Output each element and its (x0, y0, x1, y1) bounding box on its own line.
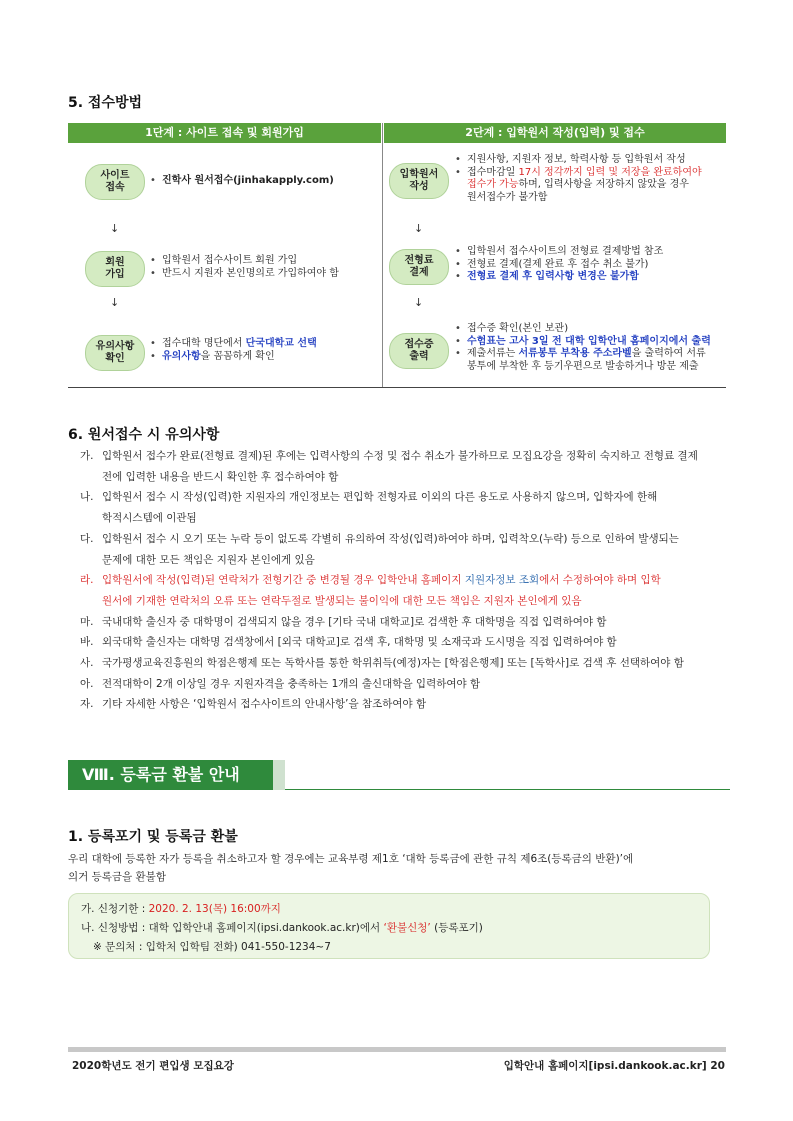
list-item: 다. 입학원서 접수 시 오기 또는 누락 등이 없도록 각별히 유의하여 작성(입력)하여야 하며, 입력착오(누락) 등으로 인하여 발생되는 문제에 대한 모든 책임은 지원자 본인에게 있음 (80, 532, 679, 566)
list-item: 바. 외국대학 출신자는 대학명 검색창에서 [외국 대학교]로 검색 후, 대학명 및 소재국과 도시명을 직접 입력하여야 함 (80, 636, 617, 649)
list-item: • 접수대학 명단에서 단국대학교 선택 (150, 338, 380, 351)
step-check-notes-list (150, 338, 380, 363)
footer-rule (68, 1047, 726, 1052)
process-table (68, 123, 726, 388)
step-member-join-list (150, 255, 375, 280)
step-check-notes: 유의사항 확인 (85, 335, 145, 371)
refund-paragraph: 우리 대학에 등록한 자가 등록을 취소하고자 할 경우에는 교육부령 제1호 ‘대학 등록금에 관한 규칙 제6조(등록금의 반환)’에 의거 등록금을 환불함 (68, 853, 634, 883)
list-item: • 진학사 원서접수(jinhakapply.com) (150, 175, 375, 188)
list-item: • 전형료 결제 후 입력사항 변경은 불가함 (455, 271, 725, 284)
notes-list (80, 446, 730, 715)
refund-info-box (68, 893, 710, 959)
step-site-access: 사이트 접속 (85, 164, 145, 200)
list-item: • 접수증 확인(본인 보관) (455, 323, 725, 336)
list-item: • 접수마감일 17시 정각까지 입력 및 저장을 완료하여야 접수가 가능하며, 입력사항을 저장하지 않았을 경우 원서접수가 불가함 (455, 167, 725, 205)
banner-accent (273, 760, 285, 790)
list-item: 나. 입학원서 접수 시 작성(입력)한 지원자의 개인정보는 편입학 전형자료 이외의 다른 용도로 사용하지 않으며, 입학자에 한해 학적시스템에 이관됨 (80, 491, 658, 525)
list-item: 라. 입학원서에 작성(입력)된 연락처가 전형기간 중 변경될 경우 입학안내 홈페이지 지원자정보 조회에서 수정하여야 하며 입학 원서에 기재한 연락처의 오류 또는 연락두절로 발생되는 불이익에 대한 모든 책임은 지원자 본인에게 있음 (80, 574, 661, 607)
section-5-title: 5. 접수방법 (68, 95, 143, 111)
step-pay-fee: 전형료 결제 (389, 249, 449, 285)
step-member-join: 회원 가입 (85, 251, 145, 287)
list-item: 가. 입학원서 접수가 완료(전형료 결제)된 후에는 입력사항의 수정 및 접수 취소가 불가하므로 모집요강을 정확히 숙지하고 전형료 결제 전에 입력한 내용을 반드시 확인한 후 접수하여야 함 (80, 450, 698, 483)
section-6-title: 6. 원서접수 시 유의사항 (68, 427, 220, 443)
step-site-access-list (150, 175, 375, 188)
down-arrow-icon: ↓ (110, 296, 120, 309)
step-print-receipt: 접수증 출력 (389, 333, 449, 369)
step-write-application: 입학원서 작성 (389, 163, 449, 199)
list-item: • 입학원서 접수사이트의 전형료 결제방법 참조 (455, 246, 725, 259)
stage1-header: 1단계 : 사이트 접속 및 회원가입 (68, 123, 381, 143)
banner-rule (285, 789, 730, 790)
list-item: • 전형료 결제(결제 완료 후 접수 취소 불가) (455, 259, 725, 272)
refund-contact: ※ 문의처 : 입학처 입학팀 전화) 041-550-1234~7 (93, 941, 331, 953)
list-item: • 반드시 지원자 본인명의로 가입하여야 함 (150, 268, 375, 281)
step-print-receipt-list (455, 323, 725, 373)
list-item: • 제출서류는 서류봉투 부착용 주소라벨을 출력하여 서류 봉투에 부착한 후 등기우편으로 발송하거나 방문 제출 (455, 348, 725, 373)
refund-title: 1. 등록포기 및 등록금 환불 (68, 829, 238, 845)
list-item: • 유의사항을 꼼꼼하게 확인 (150, 351, 380, 364)
refund-deadline: 가. 신청기한 : 2020. 2. 13(목) 16:00까지 (81, 903, 281, 915)
list-item: 마. 국내대학 출신자 중 대학명이 검색되지 않을 경우 [기타 국내 대학교]로 검색한 후 대학명을 직접 입력하여야 함 (80, 615, 607, 628)
list-item: 사. 국가평생교육진흥원의 학점은행제 또는 독학사를 통한 학위취득(예정)자는 [학점은행제] 또는 [독학사]로 검색 후 선택하여야 함 (80, 657, 684, 670)
list-item: • 지원사항, 지원자 정보, 학력사항 등 입학원서 작성 (455, 154, 725, 167)
step-write-application-list (455, 154, 725, 204)
down-arrow-icon: ↓ (110, 222, 120, 235)
chapter-banner: Ⅷ. 등록금 환불 안내 (68, 760, 273, 790)
down-arrow-icon: ↓ (414, 222, 424, 235)
list-item: 자. 기타 자세한 사항은 ‘입학원서 접수사이트의 안내사항’을 참조하여야 함 (80, 698, 427, 711)
list-item: • 수험표는 고사 3일 전 대학 입학안내 홈페이지에서 출력 (455, 336, 725, 349)
list-item: • 입학원서 접수사이트 회원 가입 (150, 255, 375, 268)
stage2-header: 2단계 : 입학원서 작성(입력) 및 접수 (384, 123, 726, 143)
down-arrow-icon: ↓ (414, 296, 424, 309)
list-item: 아. 전적대학이 2개 이상일 경우 지원자격을 충족하는 1개의 출신대학을 입력하여야 함 (80, 677, 481, 690)
footer-left: 2020학년도 전기 편입생 모집요강 (72, 1060, 234, 1072)
footer-right: 입학안내 홈페이지[ipsi.dankook.ac.kr] 20 (503, 1060, 725, 1072)
refund-method: 나. 신청방법 : 대학 입학안내 홈페이지(ipsi.dankook.ac.kr)에서 ‘환불신청’ (등록포기) (81, 922, 483, 934)
column-divider (382, 123, 383, 387)
step-pay-fee-list (455, 246, 725, 284)
